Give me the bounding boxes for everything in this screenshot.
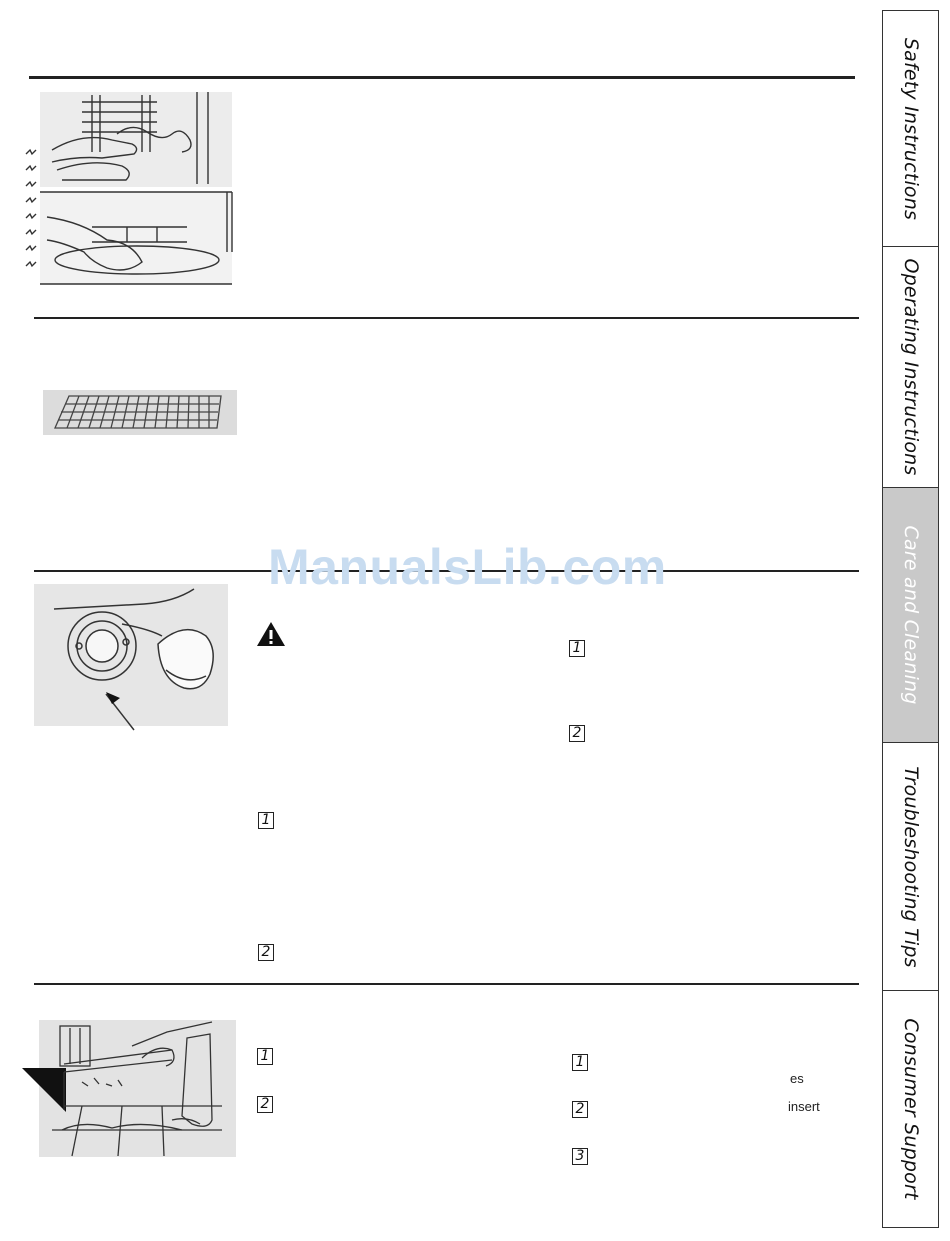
oven-shelf-illustration xyxy=(43,390,237,435)
floor-step-left-1: 1 xyxy=(257,1048,273,1065)
section-divider-top xyxy=(29,76,855,79)
oven-interior-cleaning-illustration xyxy=(22,92,236,288)
tab-label: Operating Instructions xyxy=(899,258,922,476)
tab-label: Troubleshooting Tips xyxy=(899,765,922,968)
light-step-left-1: 1 xyxy=(258,812,274,829)
tab-label: Care and Cleaning xyxy=(899,525,922,705)
floor-step-right-2: 2 xyxy=(572,1101,588,1118)
warning-triangle-icon xyxy=(256,621,286,651)
tab-label: Consumer Support xyxy=(899,1017,922,1200)
tab-troubleshooting-tips[interactable] xyxy=(883,743,938,991)
tab-consumer-support[interactable] xyxy=(883,991,938,1226)
tab-safety-instructions[interactable] xyxy=(883,11,938,247)
light-step-left-2: 2 xyxy=(258,944,274,961)
tab-operating-instructions[interactable] xyxy=(883,247,938,488)
section-divider-shelves xyxy=(34,317,859,319)
tab-care-and-cleaning[interactable] xyxy=(883,488,938,743)
light-step-right-2: 2 xyxy=(569,725,585,742)
section-nav-sidebar xyxy=(882,10,939,1228)
watermark-text: ManualsLib.com xyxy=(268,539,667,595)
oven-floor-illustration xyxy=(22,1020,236,1158)
section-divider-floor xyxy=(34,983,859,985)
floor-step-right-3: 3 xyxy=(572,1148,588,1165)
oven-light-cover-illustration xyxy=(34,584,228,734)
text-fragment-es: es xyxy=(790,1071,804,1086)
floor-step-right-1: 1 xyxy=(572,1054,588,1071)
tab-label: Safety Instructions xyxy=(899,37,922,220)
floor-step-left-2: 2 xyxy=(257,1096,273,1113)
text-fragment-insert: insert xyxy=(788,1099,820,1114)
light-step-right-1: 1 xyxy=(569,640,585,657)
